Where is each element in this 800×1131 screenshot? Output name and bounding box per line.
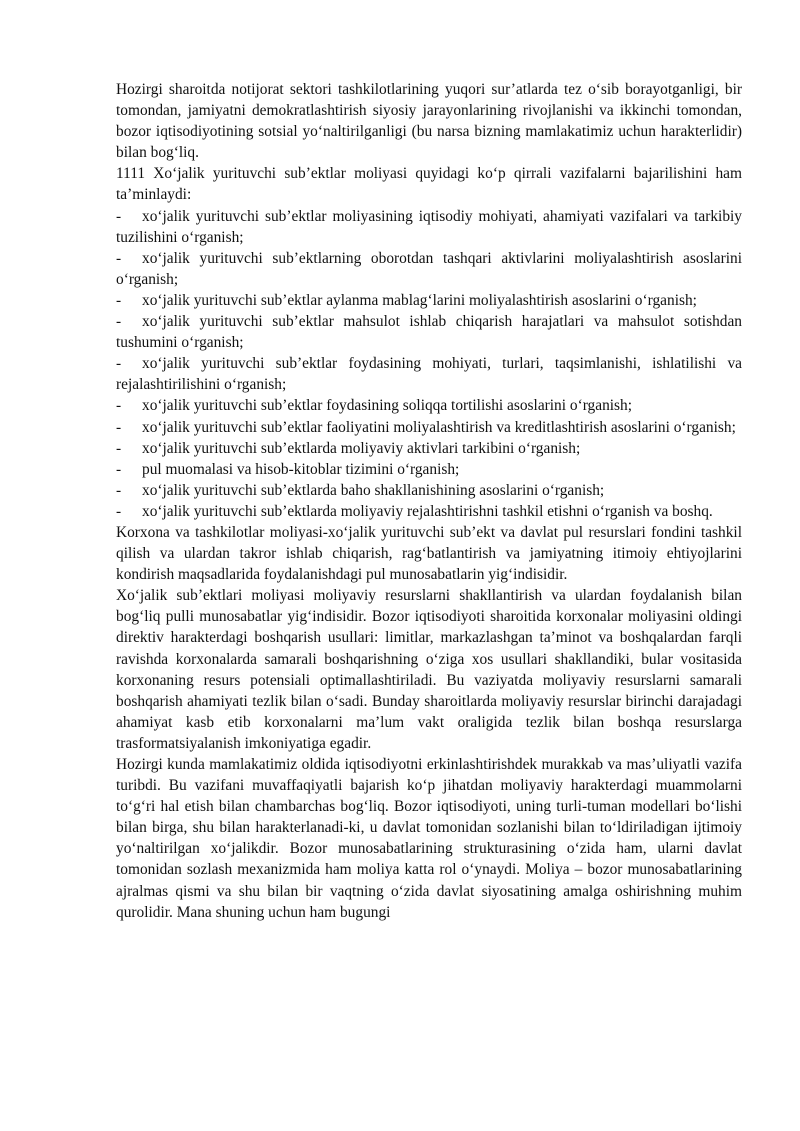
- list-item: [116, 501, 742, 522]
- paragraph-resources: Xo‘jalik sub’ektlari moliyasi moliyaviy resurslarni shakllantirish va ulardan foydalanish bilan bog‘liq pulli munosabatlar yig‘indisidir. Bozor iqtisodiyoti sharoitida korxonalar moliyasini oldingi direktiv harakterdagi boshqarish usullari: limitlar, markazlashgan ta’minot va boshqalardan farqli ravishda korxonalarda samarali boshqarishning o‘ziga xos usullari shakllandiki, bular vositasida korxonaning resurs potensiali optimallashtiriladi. Bu vaziyatda moliyaviy resurslarni samarali boshqarish ahamiyati tezlik bilan o‘sadi. Bunday sharoitlarda moliyaviy resurslar birinchi darajadagi ahamiyat kasb etib korxonalarni ma’lum vakt oraligida tezlik bilan boshqa resurslarga trasformatsiyalanish imkoniyatiga egadir.: [116, 587, 742, 752]
- list-bullet: -: [116, 460, 122, 478]
- list-item: [116, 206, 742, 248]
- list-item: [116, 353, 742, 395]
- list-item: [116, 459, 742, 480]
- list-item: [116, 290, 742, 311]
- list-bullet: -: [116, 502, 122, 520]
- list-item-text: pul muomalasi va hisob-kitoblar tizimini o‘rganish;: [142, 460, 460, 478]
- list-bullet: -: [116, 481, 122, 499]
- list-item-text: xo‘jalik yurituvchi sub’ektlarda baho shakllanishining asoslarini o‘rganish;: [142, 481, 605, 499]
- list-bullet: -: [116, 418, 122, 436]
- list-bullet: -: [116, 439, 122, 457]
- list-item: [116, 395, 742, 416]
- list-item-text: xo‘jalik yurituvchi sub’ektlar aylanma mablag‘larini moliyalashtirish asoslarini o‘rganish;: [142, 291, 697, 309]
- list-item-text: xo‘jalik yurituvchi sub’ektlar moliyasining iqtisodiy mohiyati, ahamiyati vazifalari va tarkibiy tuzilishini o‘rganish;: [116, 207, 742, 246]
- paragraph-tasks-intro: 1111 Xo‘jalik yurituvchi sub’ektlar moliyasi quyidagi ko‘p qirrali vazifalarni bajarilishini ham ta’minlaydi:: [116, 165, 742, 204]
- list-item-text: xo‘jalik yurituvchi sub’ektlar foydasining soliqqa tortilishi asoslarini o‘rganish;: [142, 397, 633, 415]
- list-item-text: xo‘jalik yurituvchi sub’ektlarning oborotdan tashqari aktivlarini moliyalashtirish asoslarini o‘rganish;: [116, 249, 742, 288]
- list-item-text: xo‘jalik yurituvchi sub’ektlar mahsulot ishlab chiqarish harajatlari va mahsulot sotishdan tushumini o‘rganish;: [116, 313, 742, 352]
- list-bullet: -: [116, 397, 122, 415]
- list-bullet: -: [116, 249, 122, 267]
- list-item: [116, 311, 742, 353]
- list-item-text: xo‘jalik yurituvchi sub’ektlar foydasining mohiyati, turlari, taqsimlanishi, ishlatilishi va rejalashtirilishini o‘rganish;: [116, 355, 742, 394]
- list-bullet: -: [116, 355, 122, 373]
- document-body: [116, 79, 742, 923]
- list-bullet: -: [116, 207, 122, 225]
- list-item: [116, 248, 742, 290]
- list-bullet: -: [116, 313, 122, 331]
- paragraph-intro: Hozirgi sharoitda notijorat sektori tashkilotlarining yuqori sur’atlarda tez o‘sib borayotganligi, bir tomondan, jamiyatni demokratlashtirish siyosiy jarayonlarining rivojlanishi va ikkinchi tomondan, bozor iqtisodiyotining sotsial yo‘naltirilganligi (bu narsa bizning mamlakatimiz uchun harakterlidir) bilan bog‘liq.: [116, 81, 742, 162]
- list-item-text: xo‘jalik yurituvchi sub’ektlarda moliyaviy aktivlari tarkibini o‘rganish;: [142, 439, 581, 457]
- paragraph-definition: Korxona va tashkilotlar moliyasi-xo‘jalik yurituvchi sub’ekt va davlat pul resurslari fondini tashkil qilish va ulardan takror ishlab chiqarish, rag‘batlantirish va jamiyatning itimoiy ehtiyojlarini kondirish maqsadlarida foydalanishdagi pul munosabatlarin yig‘indisidir.: [116, 523, 742, 584]
- list-item: [116, 438, 742, 459]
- list-item-text: xo‘jalik yurituvchi sub’ektlarda moliyaviy rejalashtirishni tashkil etishni o‘rganish va boshq.: [142, 502, 713, 520]
- list-item: [116, 480, 742, 501]
- list-bullet: -: [116, 291, 122, 309]
- list-item: [116, 417, 742, 438]
- paragraph-economy: Hozirgi kunda mamlakatimiz oldida iqtisodiyotni erkinlashtirishdek murakkab va mas’uliyatli vazifa turibdi. Bu vazifani muvaffaqiyatli bajarish ko‘p jihatdan moliyaviy harakterdagi muammolarni to‘g‘ri hal etish bilan chambarchas bog‘liq. Bozor iqtisodiyoti, uning turli-tuman modellari bo‘lishi bilan birga, shu bilan harakterlanadi-ki, u davlat tomonidan sozlanishi bilan to‘ldiriladigan ijtimoiy yo‘naltirilgan xo‘jalikdir. Bozor munosabatlarining strukturasining o‘zida ham, ularni davlat tomonidan sozlash mexanizmida ham moliya katta rol o‘ynaydi. Moliya – bozor munosabatlarining ajralmas qismi va shu bilan bir vaqtning o‘zida davlat siyosatining amalga oshirishning muhim qurolidir. Mana shuning uchun ham bugungi: [116, 756, 742, 921]
- list-item-text: xo‘jalik yurituvchi sub’ektlar faoliyatini moliyalashtirish va kreditlashtirish asoslarini o‘rganish;: [142, 418, 736, 436]
- tasks-list: [116, 206, 742, 522]
